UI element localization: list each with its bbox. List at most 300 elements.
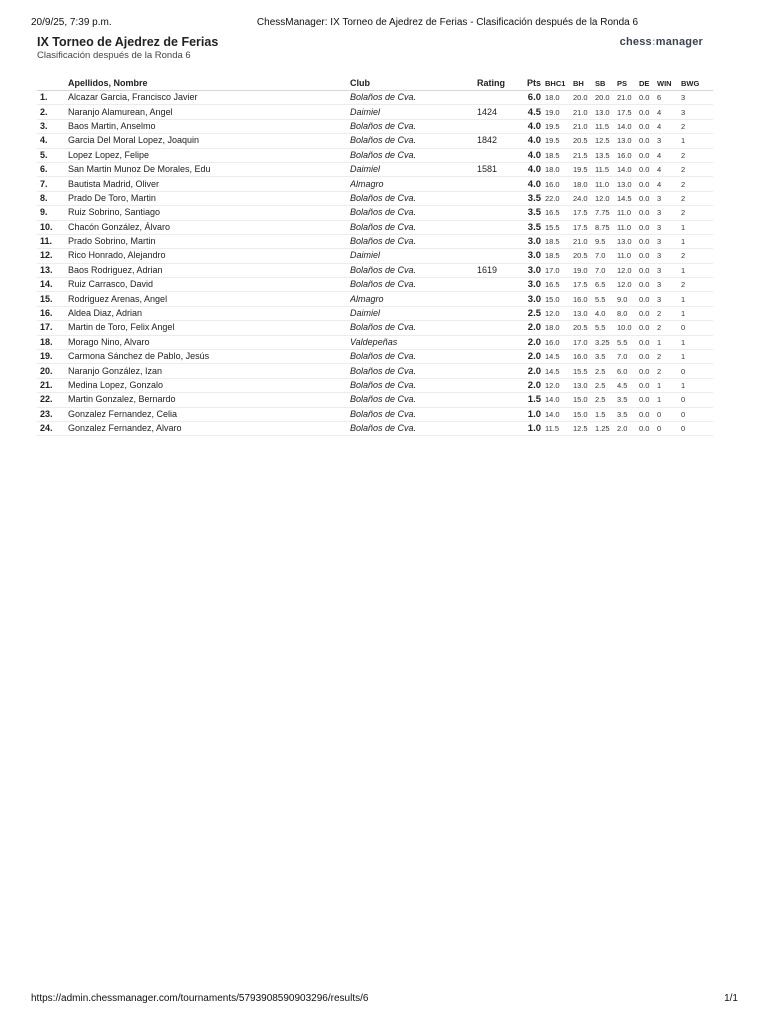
- cell-bh: 17.5: [573, 278, 595, 292]
- cell-rank: 12.: [37, 249, 68, 263]
- cell-player-name: San Martin Munoz De Morales, Edu: [68, 162, 350, 176]
- cell-bhc1: 14.0: [545, 393, 573, 407]
- cell-club: Bolaños de Cva.: [350, 321, 477, 335]
- cell-bh: 24.0: [573, 191, 595, 205]
- table-row: [37, 91, 713, 105]
- cell-points: 3.0: [517, 263, 545, 277]
- cell-bhc1: 18.5: [545, 249, 573, 263]
- cell-bhc1: 14.5: [545, 364, 573, 378]
- cell-bh: 21.5: [573, 148, 595, 162]
- column-header-name: Apellidos, Nombre: [68, 72, 350, 91]
- cell-points: 3.5: [517, 220, 545, 234]
- cell-ps: 17.5: [617, 105, 639, 119]
- cell-sb: 11.5: [595, 162, 617, 176]
- cell-rank: 17.: [37, 321, 68, 335]
- cell-bh: 19.0: [573, 263, 595, 277]
- page-url: https://admin.chessmanager.com/tournaments/5793908590903296/results/6: [31, 993, 369, 1004]
- cell-bh: 17.5: [573, 206, 595, 220]
- cell-club: Bolaños de Cva.: [350, 91, 477, 105]
- cell-win: 2: [657, 321, 681, 335]
- cell-bh: 21.0: [573, 234, 595, 248]
- cell-sb: 9.5: [595, 234, 617, 248]
- cell-player-name: Carmona Sánchez de Pablo, Jesús: [68, 350, 350, 364]
- table-row: [37, 206, 713, 220]
- cell-points: 3.0: [517, 292, 545, 306]
- cell-rating: 1842: [477, 134, 517, 148]
- cell-de: 0.0: [639, 91, 657, 105]
- column-header-ps: PS: [617, 72, 639, 91]
- cell-sb: 2.5: [595, 378, 617, 392]
- cell-bwg: 1: [681, 263, 713, 277]
- round-subtitle: Clasificación después de la Ronda 6: [37, 50, 191, 61]
- cell-win: 4: [657, 105, 681, 119]
- cell-player-name: Rico Honrado, Alejandro: [68, 249, 350, 263]
- cell-de: 0.0: [639, 177, 657, 191]
- cell-rating: [477, 234, 517, 248]
- cell-sb: 13.5: [595, 148, 617, 162]
- table-row: [37, 393, 713, 407]
- cell-points: 2.0: [517, 335, 545, 349]
- cell-sb: 3.25: [595, 335, 617, 349]
- cell-rating: [477, 378, 517, 392]
- table-row: [37, 306, 713, 320]
- cell-rating: [477, 278, 517, 292]
- cell-rank: 19.: [37, 350, 68, 364]
- column-header-bhc1: BHC1: [545, 72, 573, 91]
- cell-win: 0: [657, 421, 681, 435]
- cell-bwg: 0: [681, 393, 713, 407]
- cell-bwg: 2: [681, 249, 713, 263]
- cell-bhc1: 16.5: [545, 206, 573, 220]
- cell-de: 0.0: [639, 249, 657, 263]
- cell-player-name: Medina Lopez, Gonzalo: [68, 378, 350, 392]
- cell-rank: 21.: [37, 378, 68, 392]
- cell-sb: 11.0: [595, 177, 617, 191]
- cell-player-name: Gonzalez Fernandez, Celia: [68, 407, 350, 421]
- cell-rank: 3.: [37, 119, 68, 133]
- cell-win: 2: [657, 350, 681, 364]
- cell-player-name: Chacón González, Álvaro: [68, 220, 350, 234]
- cell-ps: 3.5: [617, 393, 639, 407]
- cell-ps: 21.0: [617, 91, 639, 105]
- cell-player-name: Alcazar Garcia, Francisco Javier: [68, 91, 350, 105]
- table-row: [37, 234, 713, 248]
- cell-club: Bolaños de Cva.: [350, 220, 477, 234]
- cell-club: Daimiel: [350, 249, 477, 263]
- cell-win: 3: [657, 278, 681, 292]
- cell-bhc1: 18.5: [545, 234, 573, 248]
- cell-bwg: 2: [681, 191, 713, 205]
- cell-bhc1: 12.0: [545, 306, 573, 320]
- cell-player-name: Garcia Del Moral Lopez, Joaquin: [68, 134, 350, 148]
- cell-rank: 7.: [37, 177, 68, 191]
- cell-club: Bolaños de Cva.: [350, 407, 477, 421]
- cell-bh: 12.5: [573, 421, 595, 435]
- cell-sb: 7.0: [595, 249, 617, 263]
- cell-points: 4.5: [517, 105, 545, 119]
- cell-win: 1: [657, 393, 681, 407]
- cell-rating: [477, 119, 517, 133]
- cell-club: Daimiel: [350, 162, 477, 176]
- cell-player-name: Baos Martin, Anselmo: [68, 119, 350, 133]
- cell-win: 1: [657, 378, 681, 392]
- table-row: [37, 220, 713, 234]
- cell-points: 4.0: [517, 134, 545, 148]
- cell-bhc1: 16.5: [545, 278, 573, 292]
- table-row: [37, 350, 713, 364]
- cell-rating: [477, 91, 517, 105]
- cell-bwg: 3: [681, 105, 713, 119]
- table-row: [37, 378, 713, 392]
- table-row: [37, 249, 713, 263]
- cell-de: 0.0: [639, 393, 657, 407]
- cell-rank: 13.: [37, 263, 68, 277]
- cell-ps: 12.0: [617, 278, 639, 292]
- table-row: [37, 263, 713, 277]
- cell-de: 0.0: [639, 191, 657, 205]
- cell-sb: 7.75: [595, 206, 617, 220]
- cell-bh: 18.0: [573, 177, 595, 191]
- cell-rating: [477, 220, 517, 234]
- cell-club: Bolaños de Cva.: [350, 234, 477, 248]
- cell-ps: 2.0: [617, 421, 639, 435]
- cell-de: 0.0: [639, 162, 657, 176]
- cell-bwg: 0: [681, 421, 713, 435]
- column-header-sb: SB: [595, 72, 617, 91]
- cell-player-name: Naranjo González, Izan: [68, 364, 350, 378]
- cell-bhc1: 12.0: [545, 378, 573, 392]
- cell-rank: 2.: [37, 105, 68, 119]
- cell-points: 3.0: [517, 234, 545, 248]
- cell-win: 3: [657, 234, 681, 248]
- cell-bhc1: 16.0: [545, 335, 573, 349]
- column-header-win: WIN: [657, 72, 681, 91]
- cell-bhc1: 18.0: [545, 162, 573, 176]
- cell-win: 2: [657, 306, 681, 320]
- cell-points: 6.0: [517, 91, 545, 105]
- cell-win: 3: [657, 249, 681, 263]
- cell-bwg: 1: [681, 234, 713, 248]
- column-header-rating: Rating: [477, 72, 517, 91]
- cell-sb: 7.0: [595, 263, 617, 277]
- cell-sb: 11.5: [595, 119, 617, 133]
- cell-points: 2.0: [517, 364, 545, 378]
- cell-sb: 1.5: [595, 407, 617, 421]
- cell-ps: 14.0: [617, 119, 639, 133]
- cell-rating: [477, 191, 517, 205]
- cell-bwg: 2: [681, 119, 713, 133]
- cell-bhc1: 19.0: [545, 105, 573, 119]
- cell-bwg: 1: [681, 292, 713, 306]
- cell-bwg: 1: [681, 220, 713, 234]
- cell-player-name: Rodriguez Arenas, Angel: [68, 292, 350, 306]
- cell-ps: 13.0: [617, 134, 639, 148]
- cell-club: Bolaños de Cva.: [350, 378, 477, 392]
- cell-points: 1.0: [517, 407, 545, 421]
- cell-bwg: 1: [681, 335, 713, 349]
- cell-sb: 5.5: [595, 321, 617, 335]
- cell-win: 3: [657, 134, 681, 148]
- table-row: [37, 421, 713, 435]
- column-header-rank: [37, 72, 68, 91]
- cell-ps: 9.0: [617, 292, 639, 306]
- cell-club: Daimiel: [350, 306, 477, 320]
- cell-rating: [477, 321, 517, 335]
- cell-rating: [477, 206, 517, 220]
- cell-club: Bolaños de Cva.: [350, 421, 477, 435]
- chessmanager-logo: [620, 36, 703, 48]
- cell-rank: 10.: [37, 220, 68, 234]
- cell-bh: 21.0: [573, 119, 595, 133]
- cell-rating: [477, 177, 517, 191]
- cell-win: 3: [657, 292, 681, 306]
- cell-bh: 15.0: [573, 407, 595, 421]
- cell-points: 2.5: [517, 306, 545, 320]
- cell-ps: 7.0: [617, 350, 639, 364]
- cell-bhc1: 15.0: [545, 292, 573, 306]
- cell-points: 2.0: [517, 378, 545, 392]
- cell-win: 4: [657, 148, 681, 162]
- cell-bhc1: 18.0: [545, 321, 573, 335]
- cell-club: Bolaños de Cva.: [350, 191, 477, 205]
- cell-sb: 20.0: [595, 91, 617, 105]
- cell-ps: 6.0: [617, 364, 639, 378]
- cell-win: 3: [657, 263, 681, 277]
- cell-de: 0.0: [639, 134, 657, 148]
- standings-table: [37, 72, 713, 436]
- cell-club: Bolaños de Cva.: [350, 364, 477, 378]
- cell-ps: 3.5: [617, 407, 639, 421]
- cell-rank: 1.: [37, 91, 68, 105]
- cell-rank: 18.: [37, 335, 68, 349]
- column-header-bh: BH: [573, 72, 595, 91]
- cell-de: 0.0: [639, 306, 657, 320]
- cell-win: 4: [657, 162, 681, 176]
- table-row: [37, 191, 713, 205]
- cell-bwg: 1: [681, 378, 713, 392]
- cell-player-name: Martin Gonzalez, Bernardo: [68, 393, 350, 407]
- cell-bwg: 1: [681, 306, 713, 320]
- cell-sb: 12.0: [595, 191, 617, 205]
- table-row: [37, 105, 713, 119]
- cell-bwg: 2: [681, 278, 713, 292]
- cell-de: 0.0: [639, 234, 657, 248]
- standings-report: [37, 35, 713, 435]
- cell-de: 0.0: [639, 421, 657, 435]
- cell-club: Bolaños de Cva.: [350, 148, 477, 162]
- standings-body: [37, 91, 713, 436]
- cell-sb: 1.25: [595, 421, 617, 435]
- page-number: 1/1: [724, 993, 738, 1004]
- cell-rank: 14.: [37, 278, 68, 292]
- cell-club: Bolaños de Cva.: [350, 350, 477, 364]
- cell-de: 0.0: [639, 105, 657, 119]
- cell-win: 1: [657, 335, 681, 349]
- cell-rank: 22.: [37, 393, 68, 407]
- cell-rank: 5.: [37, 148, 68, 162]
- logo-separator: :: [651, 36, 656, 48]
- cell-de: 0.0: [639, 407, 657, 421]
- cell-rating: [477, 292, 517, 306]
- cell-club: Bolaños de Cva.: [350, 134, 477, 148]
- cell-win: 3: [657, 191, 681, 205]
- cell-club: Valdepeñas: [350, 335, 477, 349]
- cell-de: 0.0: [639, 278, 657, 292]
- cell-bh: 15.0: [573, 393, 595, 407]
- cell-club: Daimiel: [350, 105, 477, 119]
- cell-de: 0.0: [639, 292, 657, 306]
- cell-de: 0.0: [639, 335, 657, 349]
- cell-player-name: Prado De Toro, Martin: [68, 191, 350, 205]
- cell-sb: 12.5: [595, 134, 617, 148]
- cell-rating: [477, 407, 517, 421]
- table-row: [37, 364, 713, 378]
- cell-bh: 20.5: [573, 321, 595, 335]
- table-row: [37, 278, 713, 292]
- cell-de: 0.0: [639, 350, 657, 364]
- cell-rank: 8.: [37, 191, 68, 205]
- cell-rank: 16.: [37, 306, 68, 320]
- cell-de: 0.0: [639, 263, 657, 277]
- cell-ps: 13.0: [617, 177, 639, 191]
- cell-de: 0.0: [639, 364, 657, 378]
- print-header: [31, 17, 744, 31]
- table-row: [37, 177, 713, 191]
- cell-rank: 6.: [37, 162, 68, 176]
- table-header-row: [37, 72, 713, 91]
- table-row: [37, 407, 713, 421]
- cell-rating: [477, 350, 517, 364]
- cell-bwg: 3: [681, 91, 713, 105]
- cell-bh: 16.0: [573, 292, 595, 306]
- document-title: ChessManager: IX Torneo de Ajedrez de Ferias - Clasificación después de la Ronda 6: [256, 17, 639, 28]
- cell-rating: [477, 421, 517, 435]
- cell-de: 0.0: [639, 206, 657, 220]
- cell-rating: 1619: [477, 263, 517, 277]
- cell-points: 3.0: [517, 278, 545, 292]
- column-header-bwg: BWG: [681, 72, 713, 91]
- cell-rank: 15.: [37, 292, 68, 306]
- table-row: [37, 321, 713, 335]
- cell-player-name: Baos Rodriguez, Adrian: [68, 263, 350, 277]
- cell-player-name: Ruiz Sobrino, Santiago: [68, 206, 350, 220]
- cell-player-name: Lopez Lopez, Felipe: [68, 148, 350, 162]
- table-row: [37, 162, 713, 176]
- cell-win: 4: [657, 119, 681, 133]
- cell-points: 1.0: [517, 421, 545, 435]
- cell-bhc1: 14.0: [545, 407, 573, 421]
- cell-win: 6: [657, 91, 681, 105]
- cell-bh: 17.0: [573, 335, 595, 349]
- cell-rating: [477, 335, 517, 349]
- cell-ps: 14.5: [617, 191, 639, 205]
- cell-bwg: 2: [681, 177, 713, 191]
- cell-ps: 14.0: [617, 162, 639, 176]
- cell-ps: 11.0: [617, 206, 639, 220]
- cell-bh: 20.5: [573, 134, 595, 148]
- cell-bh: 17.5: [573, 220, 595, 234]
- cell-player-name: Morago Nino, Alvaro: [68, 335, 350, 349]
- cell-sb: 6.5: [595, 278, 617, 292]
- cell-rating: [477, 306, 517, 320]
- cell-points: 4.0: [517, 119, 545, 133]
- cell-bh: 20.5: [573, 249, 595, 263]
- cell-de: 0.0: [639, 148, 657, 162]
- cell-sb: 5.5: [595, 292, 617, 306]
- cell-win: 3: [657, 206, 681, 220]
- column-header-pts: Pts: [517, 72, 545, 91]
- cell-club: Bolaños de Cva.: [350, 278, 477, 292]
- logo-text-right: manager: [655, 36, 703, 48]
- cell-bwg: 1: [681, 134, 713, 148]
- cell-rating: 1424: [477, 105, 517, 119]
- cell-de: 0.0: [639, 119, 657, 133]
- cell-bh: 21.0: [573, 105, 595, 119]
- cell-bhc1: 14.5: [545, 350, 573, 364]
- cell-player-name: Aldea Diaz, Adrian: [68, 306, 350, 320]
- cell-club: Bolaños de Cva.: [350, 263, 477, 277]
- cell-bh: 13.0: [573, 378, 595, 392]
- cell-rating: [477, 148, 517, 162]
- cell-rank: 24.: [37, 421, 68, 435]
- cell-rank: 9.: [37, 206, 68, 220]
- cell-bwg: 2: [681, 148, 713, 162]
- cell-ps: 11.0: [617, 249, 639, 263]
- cell-de: 0.0: [639, 220, 657, 234]
- cell-ps: 4.5: [617, 378, 639, 392]
- tournament-title: IX Torneo de Ajedrez de Ferias: [37, 35, 219, 49]
- cell-rating: 1581: [477, 162, 517, 176]
- cell-win: 3: [657, 220, 681, 234]
- cell-club: Almagro: [350, 177, 477, 191]
- cell-player-name: Naranjo Alamurean, Angel: [68, 105, 350, 119]
- cell-sb: 2.5: [595, 364, 617, 378]
- cell-win: 2: [657, 364, 681, 378]
- table-row: [37, 292, 713, 306]
- column-header-de: DE: [639, 72, 657, 91]
- cell-rank: 23.: [37, 407, 68, 421]
- cell-club: Bolaños de Cva.: [350, 119, 477, 133]
- table-row: [37, 335, 713, 349]
- cell-club: Almagro: [350, 292, 477, 306]
- cell-sb: 8.75: [595, 220, 617, 234]
- cell-bhc1: 15.5: [545, 220, 573, 234]
- cell-bhc1: 18.0: [545, 91, 573, 105]
- cell-bhc1: 18.5: [545, 148, 573, 162]
- cell-ps: 10.0: [617, 321, 639, 335]
- print-footer: [31, 993, 738, 1007]
- cell-rating: [477, 249, 517, 263]
- cell-club: Bolaños de Cva.: [350, 393, 477, 407]
- cell-de: 0.0: [639, 378, 657, 392]
- cell-ps: 16.0: [617, 148, 639, 162]
- cell-bwg: 0: [681, 407, 713, 421]
- cell-rank: 4.: [37, 134, 68, 148]
- logo-text-left: chess: [619, 36, 652, 48]
- cell-win: 4: [657, 177, 681, 191]
- cell-bhc1: 19.5: [545, 134, 573, 148]
- cell-player-name: Martin de Toro, Felix Angel: [68, 321, 350, 335]
- cell-bhc1: 16.0: [545, 177, 573, 191]
- cell-ps: 8.0: [617, 306, 639, 320]
- cell-ps: 11.0: [617, 220, 639, 234]
- cell-bhc1: 22.0: [545, 191, 573, 205]
- table-row: [37, 119, 713, 133]
- cell-points: 4.0: [517, 148, 545, 162]
- cell-bwg: 1: [681, 350, 713, 364]
- cell-club: Bolaños de Cva.: [350, 206, 477, 220]
- cell-player-name: Ruiz Carrasco, David: [68, 278, 350, 292]
